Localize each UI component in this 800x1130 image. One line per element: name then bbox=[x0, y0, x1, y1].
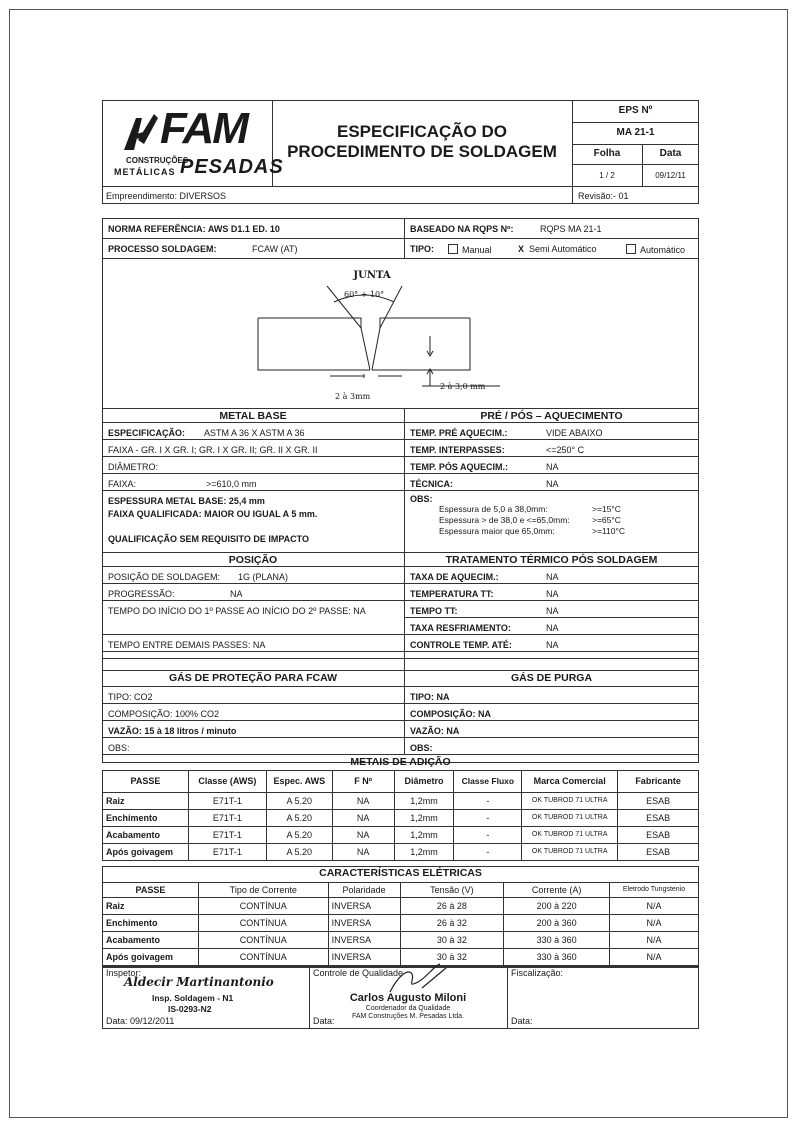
data-label: Data bbox=[659, 148, 682, 159]
table-header: Tipo de Corrente bbox=[198, 883, 328, 898]
table-cell: A 5.20 bbox=[266, 844, 332, 861]
purga-obs: OBS: bbox=[410, 743, 433, 753]
gas-purga-title: GÁS DE PURGA bbox=[510, 672, 593, 684]
diametro-label: DIÂMETRO: bbox=[108, 462, 159, 472]
table-header: F Nº bbox=[332, 771, 394, 793]
purga-composicao: COMPOSIÇÃO: NA bbox=[410, 709, 491, 719]
controle-company: FAM Construções M. Pesadas Ltda. bbox=[351, 1013, 465, 1020]
table-cell: OK TUBROD 71 ULTRA bbox=[522, 793, 618, 810]
table-cell: - bbox=[454, 810, 522, 827]
table-cell: E71T-1 bbox=[188, 844, 266, 861]
eps-value: MA 21-1 bbox=[616, 127, 655, 138]
gas-vazao: VAZÃO: 15 à 18 litros / minuto bbox=[108, 726, 237, 736]
joint-root: 2 à 3,0 mm bbox=[440, 382, 486, 391]
faixa-qualificada: FAIXA QUALIFICADA: MAIOR OU IGUAL A 5 mm. bbox=[108, 509, 318, 519]
baseado-label: BASEADO NA RQPS Nº: bbox=[410, 224, 514, 234]
qualificacao-impacto: QUALIFICAÇÃO SEM REQUISITO DE IMPACTO bbox=[108, 534, 310, 544]
table-cell: CONTÍNUA bbox=[198, 915, 328, 932]
tratamento-row-label: TAXA DE AQUECIM.: bbox=[410, 572, 499, 582]
joint-title: JUNTA bbox=[353, 270, 391, 281]
table-cell: 1,2mm bbox=[394, 810, 454, 827]
table-cell: NA bbox=[332, 844, 394, 861]
interpasses-value: <=250° C bbox=[546, 445, 585, 455]
tratamento-row-label: TEMPO TT: bbox=[410, 606, 458, 616]
tratamento-row-value: NA bbox=[546, 640, 559, 650]
interpasses-label: TEMP. INTERPASSES: bbox=[410, 445, 505, 455]
especificacao-label: ESPECIFICAÇÃO: bbox=[108, 428, 186, 438]
table-header: PASSE bbox=[103, 883, 199, 898]
table-cell: 30 à 32 bbox=[400, 932, 504, 949]
progressao-label: PROGRESSÃO: bbox=[108, 589, 175, 599]
tratamento-title: TRATAMENTO TÉRMICO PÓS SOLDAGEM bbox=[445, 554, 658, 566]
table-cell: INVERSA bbox=[328, 932, 400, 949]
posicao-title: POSIÇÃO bbox=[228, 554, 278, 566]
table-cell: 200 à 220 bbox=[504, 898, 610, 915]
table-row bbox=[103, 793, 699, 810]
table-row bbox=[103, 827, 699, 844]
eletricas-title: CARACTERÍSTICAS ELÉTRICAS bbox=[319, 867, 482, 879]
gas-composicao: COMPOSIÇÃO: 100% CO2 bbox=[108, 709, 220, 719]
tratamento-row-value: NA bbox=[546, 623, 559, 633]
table-cell: CONTÍNUA bbox=[198, 932, 328, 949]
table-row bbox=[103, 810, 699, 827]
table-cell: A 5.20 bbox=[266, 827, 332, 844]
tratamento-row-label: CONTROLE TEMP. ATÉ: bbox=[410, 640, 512, 650]
table-cell: Acabamento bbox=[103, 827, 189, 844]
joint-diagram bbox=[102, 258, 699, 408]
tecnica-value: NA bbox=[546, 479, 559, 489]
metal-base-title: METAL BASE bbox=[219, 410, 287, 422]
table-cell: ESAB bbox=[618, 793, 699, 810]
table-cell: ESAB bbox=[618, 810, 699, 827]
obs-line: Espessura > de 38,0 e <=65,0mm: bbox=[439, 515, 570, 525]
inspetor-role: Insp. Soldagem - N1 bbox=[152, 993, 234, 1003]
inspetor-label: Inspetor: bbox=[106, 968, 142, 978]
tratamento-row-label: TAXA RESFRIAMENTO: bbox=[410, 623, 511, 633]
purga-tipo: TIPO: NA bbox=[410, 692, 450, 702]
table-cell: Raiz bbox=[103, 898, 199, 915]
table-header: PASSE bbox=[103, 771, 189, 793]
metais-table bbox=[102, 770, 699, 861]
tempo-demais-passes: TEMPO ENTRE DEMAIS PASSES: NA bbox=[108, 640, 266, 650]
table-cell: OK TUBROD 71 ULTRA bbox=[522, 827, 618, 844]
table-cell: - bbox=[454, 793, 522, 810]
logo-mark-icon bbox=[120, 110, 160, 154]
table-cell: 330 à 360 bbox=[504, 932, 610, 949]
processo-label: PROCESSO SOLDAGEM: bbox=[108, 244, 217, 254]
logo-main-text: FAM bbox=[160, 104, 247, 153]
company-logo bbox=[108, 104, 284, 182]
table-header-row bbox=[103, 771, 699, 793]
pos-aquecimento-value: NA bbox=[546, 462, 559, 472]
table-cell: E71T-1 bbox=[188, 793, 266, 810]
table-cell: N/A bbox=[610, 915, 699, 932]
table-header: Eletrodo Tungstenio bbox=[610, 883, 699, 898]
fiscalizacao-label: Fiscalização: bbox=[511, 968, 564, 978]
joint-gap: 2 à 3mm bbox=[335, 392, 371, 401]
controle-label: Controle de Qualidade bbox=[313, 968, 404, 978]
tratamento-row-label: TEMPERATURA TT: bbox=[410, 589, 494, 599]
processo-value: FCAW (AT) bbox=[252, 244, 298, 254]
tempo-primeiro-passe: TEMPO DO INÍCIO DO 1º PASSE AO INÍCIO DO 2º PASSE: NA bbox=[108, 606, 366, 616]
table-cell: 1,2mm bbox=[394, 793, 454, 810]
eletricas-table bbox=[102, 882, 699, 966]
logo-sub-text: PESADAS bbox=[180, 156, 284, 178]
table-cell: Enchimento bbox=[103, 810, 189, 827]
tratamento-row-value: NA bbox=[546, 606, 559, 616]
especificacao-value: ASTM A 36 X ASTM A 36 bbox=[204, 428, 305, 438]
table-cell: INVERSA bbox=[328, 949, 400, 966]
controle-date: Data: bbox=[313, 1016, 335, 1026]
checkbox-icon bbox=[626, 244, 636, 254]
metais-title: METAIS DE ADIÇÃO bbox=[350, 756, 451, 768]
norma-referencia: NORMA REFERÊNCIA: AWS D1.1 ED. 10 bbox=[108, 224, 280, 234]
espessura: ESPESSURA METAL BASE: 25,4 mm bbox=[108, 496, 265, 506]
joint-bevel-drawing bbox=[102, 258, 699, 408]
table-cell: CONTÍNUA bbox=[198, 949, 328, 966]
table-row bbox=[103, 898, 699, 915]
table-header: Classe Fluxo bbox=[454, 771, 522, 793]
folha-label: Folha bbox=[593, 148, 621, 159]
table-header: Tensão (V) bbox=[400, 883, 504, 898]
table-cell: E71T-1 bbox=[188, 810, 266, 827]
baseado-value: RQPS MA 21-1 bbox=[540, 224, 602, 234]
table-cell: N/A bbox=[610, 898, 699, 915]
table-cell: Após goivagem bbox=[103, 844, 189, 861]
table-cell: Acabamento bbox=[103, 932, 199, 949]
table-cell: ESAB bbox=[618, 827, 699, 844]
joint-angle: 60° + 10° bbox=[344, 290, 385, 299]
table-cell: 30 à 32 bbox=[400, 949, 504, 966]
obs-line-value: >=65°C bbox=[592, 515, 621, 525]
table-cell: NA bbox=[332, 827, 394, 844]
table-row bbox=[103, 932, 699, 949]
obs-line: Espessura de 5,0 a 38,0mm: bbox=[439, 504, 548, 514]
table-cell: INVERSA bbox=[328, 915, 400, 932]
purga-vazao: VAZÃO: NA bbox=[410, 726, 460, 736]
table-cell: NA bbox=[332, 793, 394, 810]
obs-line: Espessura maior que 65,0mm: bbox=[439, 526, 555, 536]
inspetor-signature: Aldecir Martinantonio bbox=[124, 975, 274, 989]
table-cell: OK TUBROD 71 ULTRA bbox=[522, 810, 618, 827]
table-cell: Enchimento bbox=[103, 915, 199, 932]
table-cell: Após goivagem bbox=[103, 949, 199, 966]
posicao-value: 1G (PLANA) bbox=[238, 572, 289, 582]
table-cell: 330 à 360 bbox=[504, 949, 610, 966]
obs-line-value: >=15°C bbox=[592, 504, 621, 514]
table-header: Diâmetro bbox=[394, 771, 454, 793]
tipo-semi: X Semi Automático bbox=[518, 244, 597, 254]
table-cell: CONTÍNUA bbox=[198, 898, 328, 915]
fiscalizacao-date: Data: bbox=[511, 1016, 533, 1026]
table-cell: 1,2mm bbox=[394, 827, 454, 844]
gas-tipo: TIPO: CO2 bbox=[108, 692, 153, 702]
logo-sub-text: CONSTRUÇÕES bbox=[126, 156, 189, 165]
controle-name: Carlos Augusto Miloni bbox=[349, 992, 467, 1004]
tecnica-label: TÉCNICA: bbox=[410, 479, 453, 489]
data-value: 09/12/11 bbox=[655, 171, 686, 180]
table-cell: A 5.20 bbox=[266, 810, 332, 827]
table-cell: E71T-1 bbox=[188, 827, 266, 844]
tipo-manual: Manual bbox=[448, 244, 492, 255]
inspetor-date: Data: 09/12/2011 bbox=[106, 1016, 175, 1026]
posicao-label: POSIÇÃO DE SOLDAGEM: bbox=[108, 572, 221, 582]
revisao: Revisão:- 01 bbox=[578, 191, 629, 201]
faixa-label: FAIXA: bbox=[108, 479, 137, 489]
tratamento-row-value: NA bbox=[546, 589, 559, 599]
table-cell: Raiz bbox=[103, 793, 189, 810]
table-header: Corrente (A) bbox=[504, 883, 610, 898]
progressao-value: NA bbox=[230, 589, 243, 599]
table-cell: - bbox=[454, 827, 522, 844]
controle-signature-icon bbox=[382, 962, 462, 996]
controle-role: Coordenador da Qualidade bbox=[365, 1005, 451, 1012]
pre-aquecimento-value: VIDE ABAIXO bbox=[546, 428, 603, 438]
table-cell: ESAB bbox=[618, 844, 699, 861]
folha-value: 1 / 2 bbox=[599, 171, 615, 180]
table-header-row bbox=[103, 883, 699, 898]
table-header: Fabricante bbox=[618, 771, 699, 793]
pre-aquecimento-label: TEMP. PRÉ AQUECIM.: bbox=[410, 428, 508, 438]
table-header: Classe (AWS) bbox=[188, 771, 266, 793]
gas-obs: OBS: bbox=[108, 743, 130, 753]
table-header: Polaridade bbox=[328, 883, 400, 898]
faixa-value: >=610,0 mm bbox=[206, 479, 257, 489]
faixa-grupos: FAIXA - GR. I X GR. I; GR. I X GR. II; GR. II X GR. II bbox=[108, 445, 318, 455]
table-cell: A 5.20 bbox=[266, 793, 332, 810]
obs-label: OBS: bbox=[410, 494, 433, 504]
empreendimento: Empreendimento: DIVERSOS bbox=[106, 191, 227, 201]
inspetor-registro: IS-0293-N2 bbox=[168, 1004, 212, 1014]
logo-sub-text: METÁLICAS bbox=[114, 167, 176, 177]
checkbox-icon bbox=[448, 244, 458, 254]
table-cell: 200 à 360 bbox=[504, 915, 610, 932]
pos-aquecimento-label: TEMP. PÓS AQUECIM.: bbox=[410, 462, 509, 472]
table-cell: 26 à 32 bbox=[400, 915, 504, 932]
gas-protecao-title: GÁS DE PROTEÇÃO PARA FCAW bbox=[168, 672, 337, 684]
table-header: Marca Comercial bbox=[522, 771, 618, 793]
tipo-automatico: Automático bbox=[626, 244, 685, 255]
aquecimento-title: PRÉ / PÓS – AQUECIMENTO bbox=[480, 410, 623, 422]
table-row bbox=[103, 844, 699, 861]
table-header: Espec. AWS bbox=[266, 771, 332, 793]
table-cell: OK TUBROD 71 ULTRA bbox=[522, 844, 618, 861]
eps-label: EPS Nº bbox=[618, 105, 653, 116]
table-cell: N/A bbox=[610, 932, 699, 949]
document-title: ESPECIFICAÇÃO DO PROCEDIMENTO DE SOLDAGEM bbox=[287, 122, 557, 162]
table-row bbox=[103, 915, 699, 932]
table-cell: 26 à 28 bbox=[400, 898, 504, 915]
tipo-label: TIPO: bbox=[410, 244, 434, 254]
table-cell: - bbox=[454, 844, 522, 861]
table-cell: NA bbox=[332, 810, 394, 827]
tratamento-row-value: NA bbox=[546, 572, 559, 582]
table-cell: INVERSA bbox=[328, 898, 400, 915]
obs-line-value: >=110°C bbox=[592, 526, 626, 536]
table-cell: N/A bbox=[610, 949, 699, 966]
table-cell: 1,2mm bbox=[394, 844, 454, 861]
